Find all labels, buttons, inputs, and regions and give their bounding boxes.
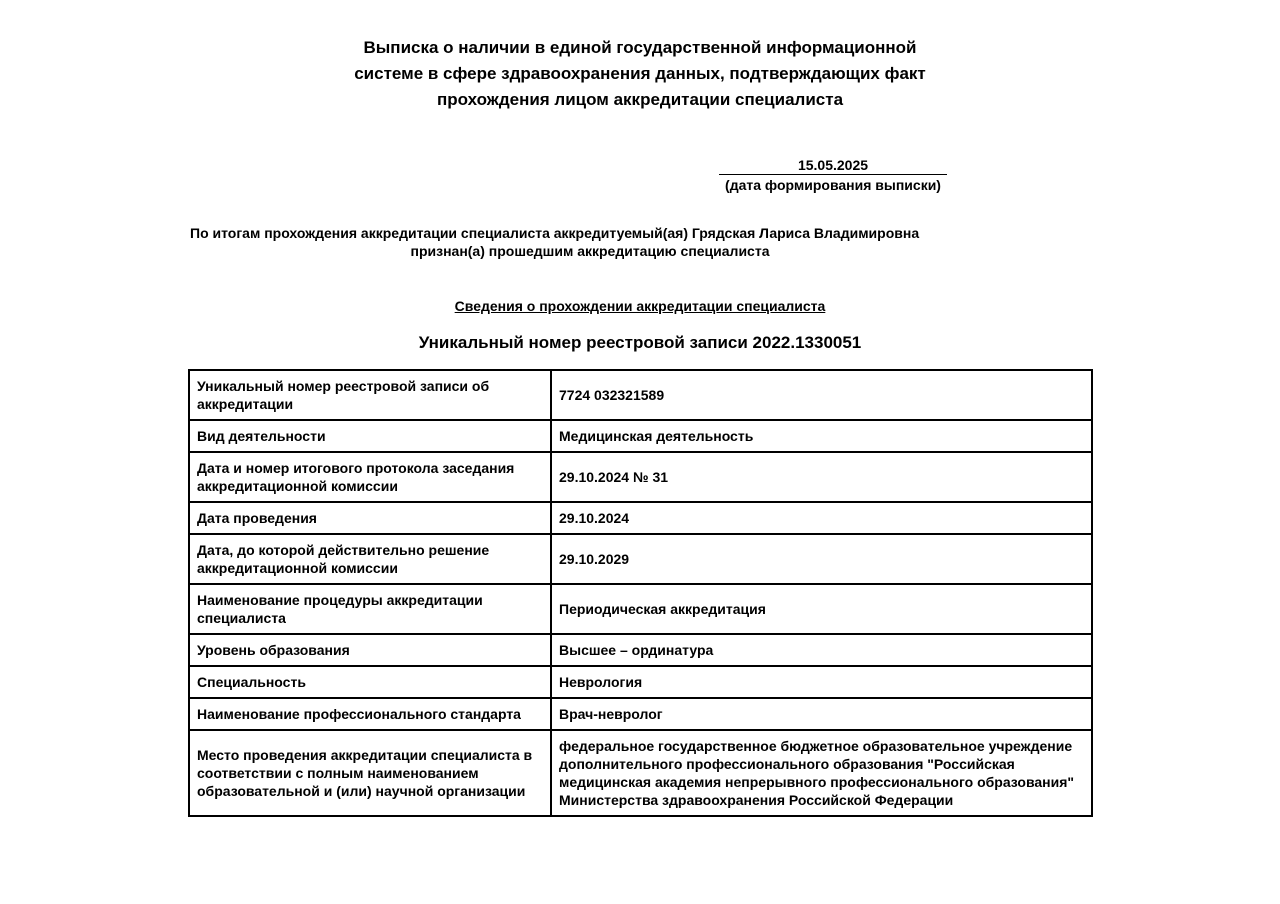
row-value: Врач-невролог [551, 698, 1092, 730]
section-heading: Сведения о прохождении аккредитации специалиста [454, 298, 826, 314]
row-value: Медицинская деятельность [551, 420, 1092, 452]
statement-date-block [712, 156, 954, 195]
table-row [189, 584, 1092, 634]
row-value: 29.10.2024 № 31 [551, 452, 1092, 502]
table-row [189, 698, 1092, 730]
accreditation-result [190, 224, 990, 260]
row-label: Дата, до которой действительно решение аккредитационной комиссии [189, 534, 551, 584]
row-label: Наименование процедуры аккредитации специалиста [189, 584, 551, 634]
table-row [189, 370, 1092, 420]
row-value: федеральное государственное бюджетное образовательное учреждение дополнительного профессионального образования "Российская медицинская академия непрерывного профессионального образования" Министерства здравоохранения Российской Федерации [551, 730, 1092, 816]
row-label: Дата и номер итогового протокола заседания аккредитационной комиссии [189, 452, 551, 502]
row-label: Специальность [189, 666, 551, 698]
row-value: 7724 032321589 [551, 370, 1092, 420]
row-value: 29.10.2029 [551, 534, 1092, 584]
row-value: Неврология [551, 666, 1092, 698]
title-line: прохождения лицом аккредитации специалиста [436, 90, 844, 109]
table-row [189, 452, 1092, 502]
result-line: По итогам прохождения аккредитации специалиста аккредитуемый(ая) Грядская Лариса Владимировна [190, 225, 920, 241]
title-line: Выписка о наличии в единой государственной информационной [363, 38, 917, 57]
title-line: системе в сфере здравоохранения данных, подтверждающих факт [354, 64, 926, 83]
row-value: Периодическая аккредитация [551, 584, 1092, 634]
row-label: Уровень образования [189, 634, 551, 666]
row-label: Вид деятельности [189, 420, 551, 452]
table-row [189, 634, 1092, 666]
accreditation-info-table [188, 369, 1093, 817]
table-row [189, 730, 1092, 816]
row-label: Место проведения аккредитации специалиста в соответствии с полным наименованием образовательной и (или) научной организации [189, 730, 551, 816]
table-row [189, 666, 1092, 698]
row-label: Дата проведения [189, 502, 551, 534]
result-line: признан(а) прошедшим аккредитацию специалиста [410, 243, 770, 259]
row-value: Высшее – ординатура [551, 634, 1092, 666]
table-row [189, 502, 1092, 534]
table-row [189, 420, 1092, 452]
document-title [240, 35, 1040, 113]
statement-date: 15.05.2025 [719, 156, 947, 175]
row-label: Наименование профессионального стандарта [189, 698, 551, 730]
statement-date-caption: (дата формирования выписки) [725, 177, 941, 193]
row-label: Уникальный номер реестровой записи об аккредитации [189, 370, 551, 420]
table-row [189, 534, 1092, 584]
row-value: 29.10.2024 [551, 502, 1092, 534]
registry-number-heading: Уникальный номер реестровой записи 2022.1330051 [418, 333, 862, 352]
